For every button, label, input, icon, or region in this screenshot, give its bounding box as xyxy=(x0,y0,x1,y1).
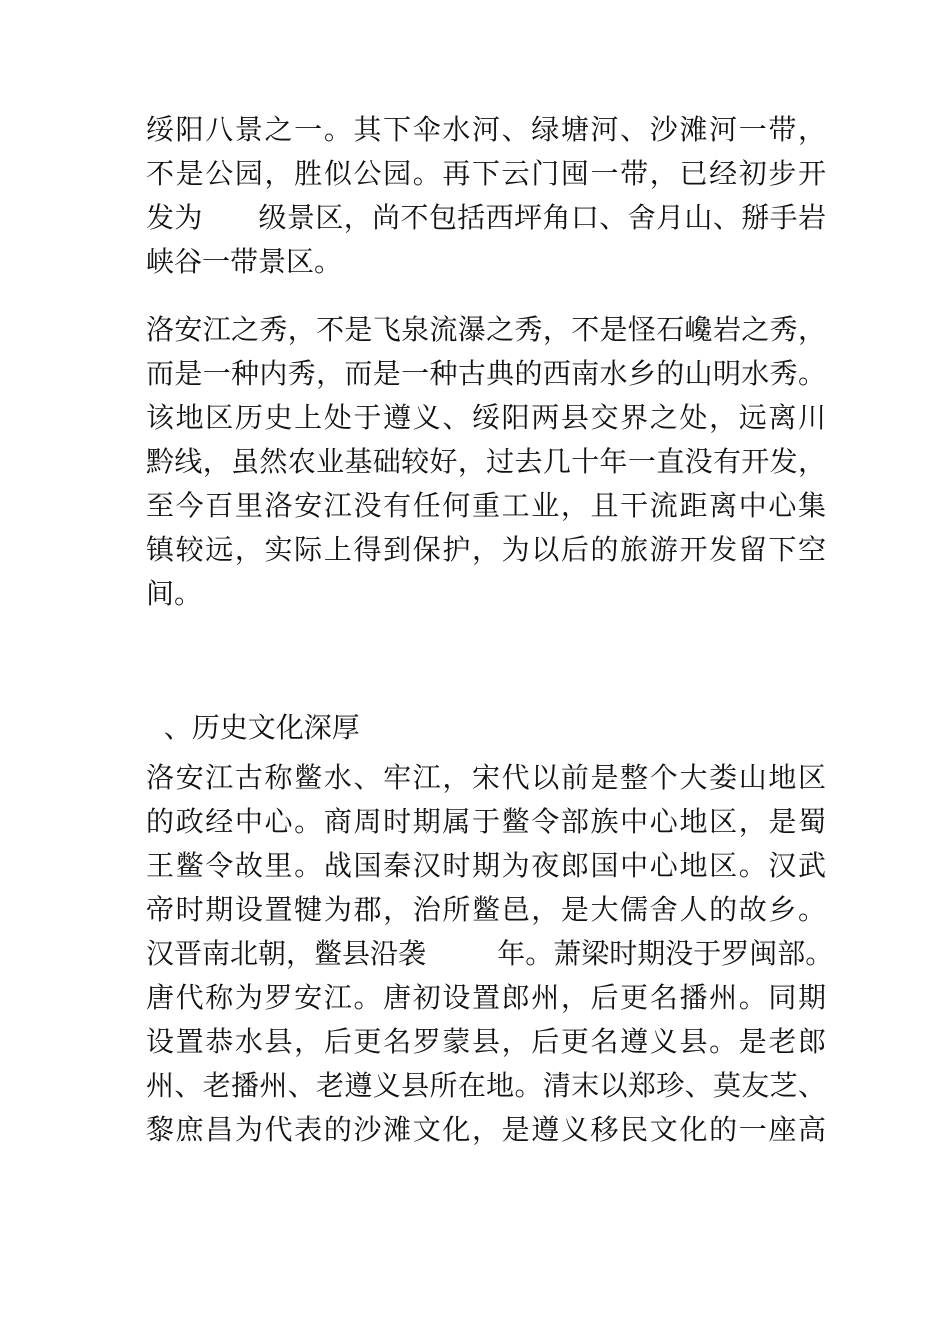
paragraph-history-culture xyxy=(146,756,834,1152)
paragraph-luoan-river-beauty xyxy=(146,308,826,616)
text-line: 至今百里洛安江没有任何重工业，且干流距离中心集 xyxy=(146,489,826,522)
text-line: 绥阳八景之一。其下伞水河、绿塘河、沙滩河一带， xyxy=(146,113,826,146)
text-line: 帝时期设置犍为郡，治所鳖邑，是大儒舍人的故乡。 xyxy=(146,893,826,926)
text-line: 不是公园，胜似公园。再下云门囤一带，已经初步开 xyxy=(146,157,826,190)
text-line: 峡谷一带景区。 xyxy=(146,245,343,278)
text-line: 王鳖令故里。战国秦汉时期为夜郎国中心地区。汉武 xyxy=(146,849,826,882)
text-line: 唐代称为罗安江。唐初设置郎州，后更名播州。同期 xyxy=(146,981,826,1014)
paragraph-scenic-areas xyxy=(146,108,826,284)
text-line: 州、老播州、老遵义县所在地。清末以郑珍、莫友芝、 xyxy=(146,1069,826,1102)
text-line: 镇较远，实际上得到保护，为以后的旅游开发留下空 xyxy=(146,533,826,566)
text-line: 黔线，虽然农业基础较好，过去几十年一直没有开发， xyxy=(146,445,826,478)
section-heading-history xyxy=(146,706,826,750)
text-line: 洛安江之秀，不是飞泉流瀑之秀，不是怪石巉岩之秀， xyxy=(146,313,826,346)
text-line: 而是一种内秀，而是一种古典的西南水乡的山明水秀。 xyxy=(146,357,826,390)
section-heading: 、历史文化深厚 xyxy=(146,711,360,744)
text-line: 发为 级景区，尚不包括西坪角口、舍月山、掰手岩 xyxy=(146,201,826,234)
text-line: 该地区历史上处于遵义、绥阳两县交界之处，远离川 xyxy=(146,401,826,434)
text-line: 汉晋南北朝，鳖县沿袭 年。萧梁时期没于罗闽部。 xyxy=(146,937,834,970)
text-line: 黎庶昌为代表的沙滩文化，是遵义移民文化的一座高 xyxy=(146,1113,826,1146)
text-line: 间。 xyxy=(146,577,203,610)
text-line: 设置恭水县，后更名罗蒙县，后更名遵义县。是老郎 xyxy=(146,1025,826,1058)
text-line: 洛安江古称鳖水、牢江，宋代以前是整个大娄山地区 xyxy=(146,761,826,794)
text-line: 的政经中心。商周时期属于鳖令部族中心地区，是蜀 xyxy=(146,805,826,838)
